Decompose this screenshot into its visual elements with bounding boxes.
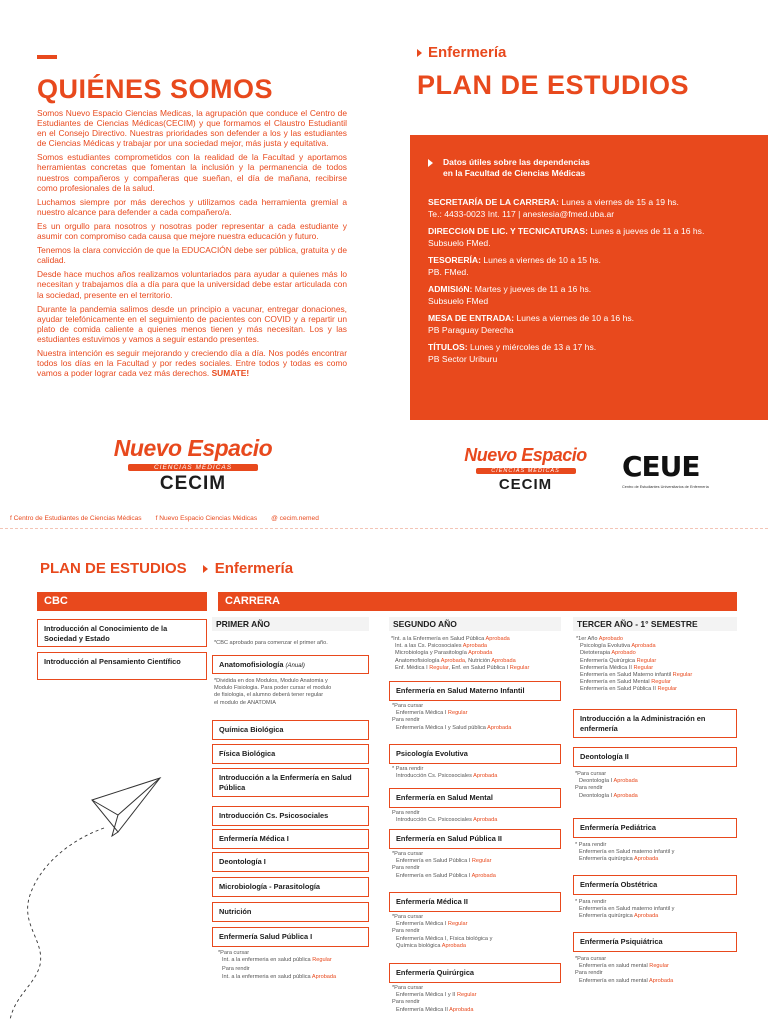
note-line: [576, 636, 692, 643]
note-line: [575, 906, 674, 913]
requirement-note: [575, 771, 638, 800]
info-text: Lunes a jueves de 11 a 16 hs.: [587, 226, 705, 236]
info-text: Lunes a viernes de 15 a 19 hs.: [558, 197, 679, 207]
note-line: [575, 793, 638, 800]
triangle-bullet-icon: [417, 49, 422, 57]
about-paragraph: Es un orgullo para nosotros y nosotras poder representar a cada estudiante y asumir con compromiso cada causa que mejore nuestra educación y futuro.: [37, 220, 347, 242]
paper-plane-icon: [0, 770, 170, 1024]
note-line: * Para rendir: [575, 899, 607, 905]
info-label: TESORERÍA:: [428, 255, 481, 265]
note-text: Microbiología y Parasitología: [395, 650, 469, 657]
about-paragraph: Somos estudiantes comprometidos con la realidad de la Facultad y aportamos herramientas concretas que fomentan la inclusión y la permanencia de todos nuestros compañeros y compañeras que sueñan, el día de mañana, recibirse como profesionales de la salud.: [37, 152, 347, 193]
note-text: Enfermería Médica I, Física biológica y: [396, 935, 493, 942]
subject-card[interactable]: Enfermería Quirúrgica: [389, 963, 561, 983]
social-links: [10, 515, 319, 522]
info-line2: Te.: 4433-0023 Int. 117 | anestesia@fmed.uba.ar: [428, 208, 615, 219]
note-line: [575, 778, 638, 785]
note-line: Para rendir: [392, 999, 420, 1006]
about-paragraph: Durante la pandemia salimos desde un principio a vacunar, entregar donaciones, ayudar telefónicamente en el seguimiento de pacientes con COVID y a repartir un plato de comida caliente a quienes menos tienen y más necesitan. Los y las estudiantes estuvimos y vamos a seguir estando presentes.: [37, 303, 347, 344]
subject-card[interactable]: Introducción al Pensamiento Científico: [37, 652, 207, 680]
subject-card[interactable]: Enfermería Psiquiátrica: [573, 932, 737, 952]
subject-card[interactable]: Psicología Evolutiva: [389, 744, 561, 764]
note-text: *Int. a la Enfermería en Salud Pública: [391, 636, 486, 642]
info-line2: PB Paraguay Derecha: [428, 324, 514, 335]
note-text: , Enf. en Salud Pública I: [448, 664, 510, 671]
subject-card[interactable]: Química Biológica: [212, 720, 369, 740]
note-text: Enfermería en Salud Pública II: [580, 686, 658, 693]
info-line: [428, 284, 750, 296]
subject-card[interactable]: Enfermería Obstétrica: [573, 875, 737, 895]
note-state: Aprobada: [449, 1006, 474, 1013]
note-line: *Para cursar: [575, 771, 607, 777]
note-line: [392, 710, 511, 717]
nuevo-espacio-logo: Nuevo Espacio CIENCIAS MÉDICAS CECIM: [113, 435, 273, 494]
info-heading: Datos útiles sobre las dependencias en la Facultad de Ciencias Médicas: [428, 157, 750, 179]
note-state: Regular: [429, 664, 449, 671]
note-state: Aprobada: [648, 977, 674, 984]
note-state: Aprobada: [613, 792, 638, 799]
triangle-bullet-icon: [203, 565, 208, 573]
note-line: Para rendir: [392, 865, 420, 872]
info-item: [428, 284, 750, 307]
note-state: Regular: [456, 992, 477, 999]
requirement-note: [575, 899, 674, 921]
requirement-note: [392, 766, 497, 780]
note-text: Enfermería Médica II: [580, 664, 634, 671]
about-title: QUIÉNES SOMOS: [37, 74, 274, 104]
note-state: Aprobada: [462, 643, 488, 650]
note-state: Aprobada: [468, 650, 493, 657]
subject-card[interactable]: Introducción a la Administración en enfermería: [573, 709, 737, 738]
requirement-note: [392, 810, 497, 824]
note-line: [392, 936, 492, 943]
note-state: Regular: [471, 858, 492, 865]
info-text: Martes y jueves de 11 a 16 hs.: [472, 284, 592, 294]
note-text: Introducción Cs. Psicosociales: [396, 817, 474, 824]
about-cta: SUMATE!: [211, 368, 250, 379]
info-line2: Subsuelo FMed.: [428, 237, 491, 248]
about-paragraph: Luchamos siempre por más derechos y utilizamos cada herramienta gremial a nuestro alcance para defender a cada compañero/a.: [37, 196, 347, 217]
note-line: *Para cursar: [575, 956, 607, 962]
note-text: Enfermería en Salud Materno infantil: [580, 672, 673, 679]
about-body: [37, 108, 347, 382]
note-text: Deontología I: [579, 792, 614, 799]
note-line: Para rendir: [575, 785, 603, 792]
note-state: Aprobada: [634, 856, 659, 863]
note-text: Enfermería en Salud materno infantil y: [579, 906, 675, 913]
subject-card[interactable]: Introducción a la Enfermería en Salud Pública: [212, 768, 369, 797]
plan-title: PLAN DE ESTUDIOS: [417, 70, 690, 100]
note-state: Aprobada: [473, 773, 498, 780]
note-text: Enfermería Médica I y Salud pública: [396, 724, 488, 731]
note-line: [392, 725, 511, 732]
note-text: Enfermería en salud mental: [579, 977, 649, 984]
subject-card[interactable]: Deontología I: [212, 852, 369, 872]
note-line: [392, 1007, 477, 1014]
y1-last-note: *Para cursar Int. a la enfermeria en salud pública Regular Para rendir Int. a la enfermeria en salud pública Aprobada: [218, 950, 337, 980]
note-line: [575, 978, 673, 985]
info-text: Lunes y miércoles de 13 a 17 hs.: [467, 342, 597, 352]
subject-card[interactable]: Enfermería en Salud Materno Infantil: [389, 681, 561, 701]
note-line: Para rendir: [392, 717, 420, 724]
subject-card[interactable]: Enfermería Pediátrica: [573, 818, 737, 838]
note-text: Enfermería en Salud materno infantil y: [579, 849, 675, 856]
note-line: [392, 992, 477, 999]
note-line: Para rendir: [392, 928, 420, 935]
info-item: [428, 342, 750, 365]
note-state: Aprobada: [634, 913, 659, 920]
facebook-link[interactable]: f Centro de Estudiantes de Ciencias Médicas: [10, 515, 142, 522]
note-line: [391, 665, 529, 672]
info-line2: PB Sector Uriburu: [428, 353, 498, 364]
note-line: [391, 658, 529, 665]
info-label: TÍTULOS:: [428, 342, 468, 352]
divider: [0, 528, 768, 529]
info-item: [428, 255, 750, 278]
note-text: Enfermería Médica I: [396, 921, 448, 928]
subject-card[interactable]: Enfermería en Salud Mental: [389, 788, 561, 808]
col-head-segundo: SEGUNDO AÑO: [389, 617, 561, 631]
col-head-primer: PRIMER AÑO: [212, 617, 369, 631]
note-text: Enfermería quirúrgica: [579, 856, 635, 863]
note-text: Int. a las Cs. Psicosociales: [395, 643, 463, 650]
note-text: Dietoterapia: [580, 650, 612, 657]
subject-card[interactable]: Física Biológica: [212, 744, 369, 764]
info-item: [428, 197, 750, 220]
note-line: [576, 650, 692, 657]
subject-card[interactable]: Anatomofisiología (Anual): [212, 655, 369, 674]
subject-card[interactable]: Enfermería Médica I: [212, 829, 369, 849]
note-line: [392, 873, 496, 880]
note-line: *Para cursar: [392, 703, 424, 709]
note-line: [575, 913, 674, 920]
info-text: Lunes a viernes de 10 a 16 hs.: [514, 313, 635, 323]
note-line: [575, 856, 674, 863]
note-line: [576, 672, 692, 679]
note-text: Química biológica: [396, 942, 442, 949]
subject-card[interactable]: Enfermería en Salud Pública II: [389, 829, 561, 849]
note-line: [392, 858, 496, 865]
note-state: Aprobado: [598, 636, 623, 642]
info-label: DIRECCIóN DE LIC. Y TECNICATURAS:: [428, 226, 588, 236]
note-text: Enf. Médica I: [395, 664, 430, 671]
about-paragraph: Desde hace muchos años realizamos voluntariados para ayudar a quienes más lo necesitan y trabajamos día a día para que la universidad debe estar articulada con la sociedad, presente en el territorio.: [37, 269, 347, 300]
note-state: Aprobada: [631, 643, 656, 650]
about-paragraph-last: Nuestra intención es seguir mejorando y creciendo día a día. Nos podés encontrar todos los días en la Facultad y por redes sociales. Entre todos y todas es como vamos a poder lograr cada vez más derechos. SUMATE!: [37, 347, 347, 379]
note-text: Enfermería en Salud Pública I: [396, 858, 472, 865]
cbc-note: *CBC aprobado para comenzar el primer año.: [214, 640, 328, 646]
note-state: Aprobada: [473, 817, 498, 824]
note-line: [392, 943, 492, 950]
about-paragraph: Somos Nuevo Espacio Ciencias Medicas, la agrupación que conduce el Centro de Estudiantes de Ciencias Médicas(CECIM) y que formamos el Claustro Estudiantil en el Consejo Directivo. Nuestras prioridades son defender a los y las estudiantes de Ciencias Médicas y trabajar por una sociedad mejor, más justa y equitativa.: [37, 108, 347, 149]
subject-card[interactable]: Enfermería Salud Pública I: [212, 927, 369, 947]
note-state: Aprobada: [471, 872, 496, 879]
note-text: Psicología Evolutiva: [580, 643, 632, 650]
note-state: Regular: [447, 710, 468, 717]
prereq-note: [576, 636, 692, 694]
requirement-note: [575, 956, 673, 985]
note-state: Aprobada: [441, 942, 466, 949]
info-item: [428, 313, 750, 336]
note-state: Regular: [447, 921, 468, 928]
requirement-note: [392, 703, 511, 732]
note-state: Aprobada: [613, 778, 638, 785]
subject-card[interactable]: Introducción Cs. Psicosociales: [212, 806, 369, 826]
note-state: Regular: [651, 679, 671, 686]
note-line: [391, 636, 529, 643]
note-line: [391, 643, 529, 650]
info-line2: Subsuelo FMed: [428, 295, 489, 306]
instagram-link[interactable]: @ cecim.nemed: [271, 515, 319, 522]
subject-card[interactable]: Introducción al Conocimiento de la Sociedad y Estado: [37, 619, 207, 647]
info-line: [428, 342, 750, 354]
subject-card[interactable]: Nutrición: [212, 902, 369, 922]
cbc-bar: CBC: [37, 592, 207, 611]
note-text: Enfermería en salud mental: [579, 963, 650, 970]
note-text: Enfermería quirúrgica: [579, 913, 635, 920]
nuevo-espacio-logo-small: Nuevo Espacio CIENCIAS MÉDICAS CECIM: [464, 445, 587, 493]
note-line: *Para cursar: [392, 851, 424, 857]
subject-card[interactable]: Deontología II: [573, 747, 737, 767]
note-text: Enfermería en Salud Pública I: [396, 872, 472, 879]
note-state: Aprobada: [491, 657, 516, 664]
requirement-note: [575, 842, 674, 864]
note-text: Deontología I: [579, 778, 614, 785]
note-state: Regular: [633, 664, 654, 671]
note-state: Regular: [672, 672, 693, 679]
note-state: Aprobado: [611, 650, 636, 657]
note-state: Aprobada: [487, 724, 512, 731]
info-label: ADMISIóN:: [428, 284, 473, 294]
note-line: *Para cursar: [392, 914, 424, 920]
info-label: SECRETARÍA DE LA CARRERA:: [428, 197, 559, 207]
note-state: Aprobada: [485, 636, 510, 642]
note-line: [576, 665, 692, 672]
info-line: [428, 313, 750, 325]
note-line: [391, 650, 529, 657]
note-text: *1er Año: [576, 636, 599, 642]
ceue-logo: CEUE Centro de Estudiantes Universitarios de Enfermería: [622, 450, 709, 489]
note-line: [575, 963, 673, 970]
note-line: [576, 686, 692, 693]
note-text: Enfermería Médica I: [396, 710, 448, 717]
requirement-note: [392, 914, 492, 950]
note-line: [576, 679, 692, 686]
note-text: Enfermería Médica I y II: [396, 992, 457, 999]
requirement-note: [392, 851, 496, 880]
note-text: Introducción Cs. Psicosociales: [396, 773, 474, 780]
info-item: [428, 226, 750, 249]
note-line: [575, 849, 674, 856]
info-line: [428, 226, 750, 238]
study-plan-heading: PLAN DE ESTUDIOS Enfermería: [40, 560, 294, 577]
note-text: Enfermería en Salud Mental: [580, 679, 652, 686]
info-line2: PB. FMed.: [428, 266, 469, 277]
note-text: Enfermería Médica II: [396, 1006, 450, 1013]
requirement-note: [392, 985, 477, 1014]
note-text: , Nutrición: [464, 657, 492, 664]
note-line: Para rendir: [575, 970, 603, 977]
info-box: [410, 135, 768, 420]
note-line: [576, 643, 692, 650]
note-state: Regular: [636, 657, 657, 664]
note-state: Regular: [657, 686, 678, 693]
info-text: Lunes a viernes de 10 a 15 hs.: [481, 255, 601, 265]
note-line: *Para cursar: [392, 985, 424, 991]
triangle-bullet-icon: [428, 159, 433, 167]
col-head-tercer: TERCER AÑO - 1° SEMESTRE: [573, 617, 737, 631]
about-paragraph: Tenemos la clara convicción de que la EDUCACIÓN debe ser pública, gratuita y de calidad.: [37, 245, 347, 266]
subject-card[interactable]: Enfermería Médica II: [389, 892, 561, 912]
note-line: [392, 817, 497, 824]
note-text: Enfermería Quirúrgica: [580, 657, 637, 664]
career-tag: Enfermería: [417, 44, 506, 61]
note-line: [392, 773, 497, 780]
info-label: MESA DE ENTRADA:: [428, 313, 515, 323]
carrera-bar: CARRERA: [218, 592, 737, 611]
note-text: Anatomofisiología: [395, 657, 441, 664]
anato-note: *Dividida en dos Modulos, Modulo Anatomia y Modulo Fisiologia. Para poder cursar el modulo de fisiologia, el alumno deberá tener regular el modulo de ANATOMIA: [214, 678, 332, 706]
prereq-note: [391, 636, 529, 672]
note-state: Aprobada: [440, 657, 465, 664]
note-line: [392, 921, 492, 928]
info-list: [428, 197, 750, 365]
note-state: Regular: [509, 664, 530, 671]
note-line: * Para rendir: [392, 766, 424, 772]
info-line: [428, 197, 750, 209]
info-line: [428, 255, 750, 267]
note-line: Para rendir: [392, 810, 420, 816]
note-state: Regular: [649, 963, 669, 970]
decorative-dash: [37, 55, 57, 59]
facebook-link[interactable]: f Nuevo Espacio Ciencias Médicas: [155, 515, 258, 522]
note-line: * Para rendir: [575, 842, 607, 848]
note-line: [576, 658, 692, 665]
subject-card[interactable]: Microbiología - Parasitología: [212, 877, 369, 897]
